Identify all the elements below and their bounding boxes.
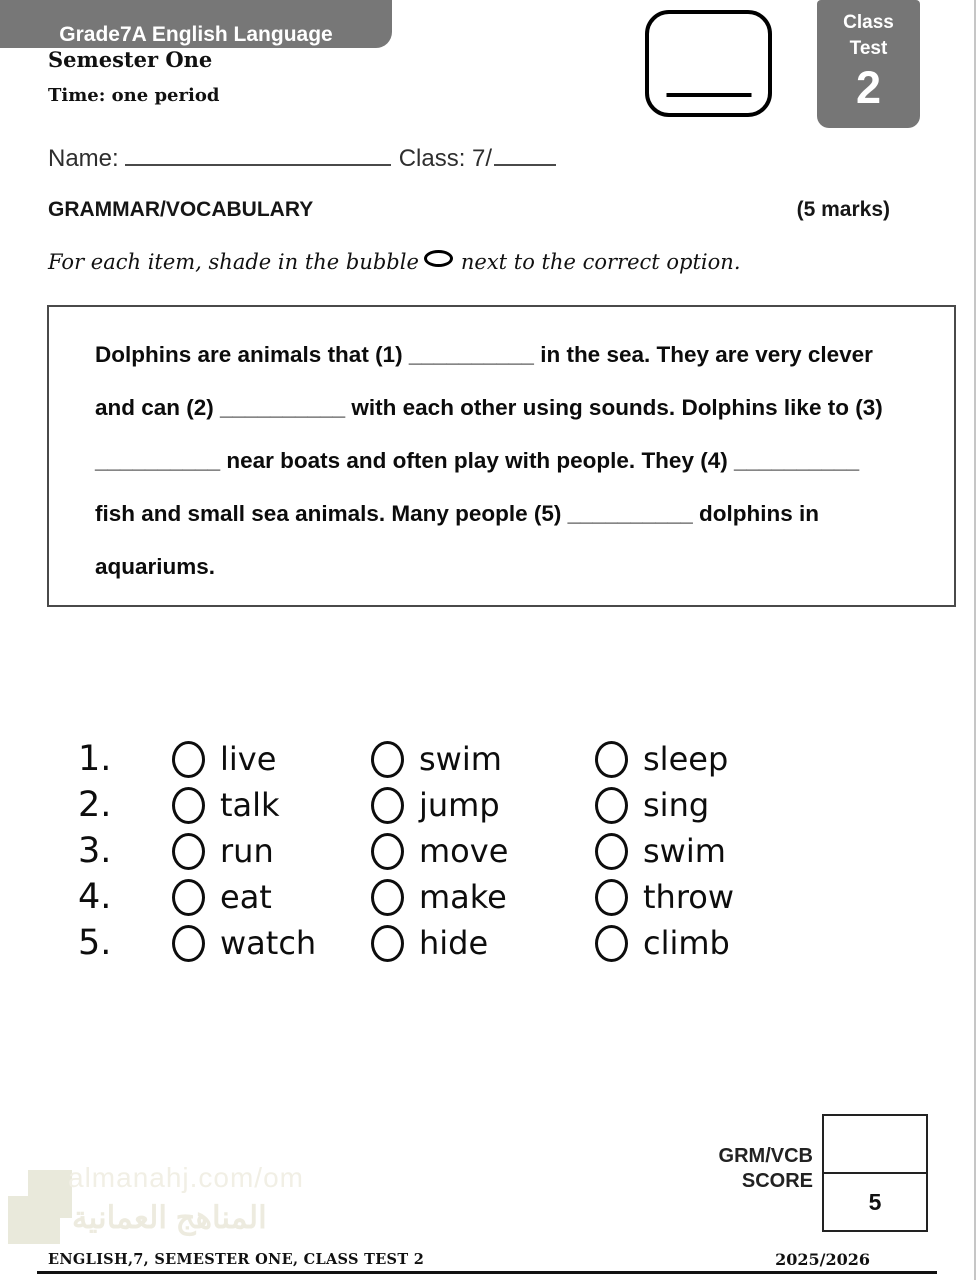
answer-bubble-q1-a[interactable] [172, 741, 205, 778]
score-label-top: GRM/VCB [718, 1145, 813, 1167]
score-cell-earned[interactable] [824, 1116, 926, 1174]
passage-line: aquariums. [95, 554, 216, 579]
answer-bubble-q3-c[interactable] [595, 833, 628, 870]
option-label: swim [419, 740, 502, 778]
passage-line: fish and small sea animals. Many people (5) __________ dolphins in [95, 501, 820, 526]
header-banner [0, 0, 392, 48]
page-edge-line [974, 0, 976, 1280]
answer-bubble-q3-b[interactable] [371, 833, 404, 870]
option-label: jump [419, 786, 500, 824]
section-title: GRAMMAR/VOCABULARY [48, 198, 314, 221]
passage-line: __________ near boats and often play with people. They (4) __________ [95, 448, 860, 473]
options-list [78, 736, 783, 966]
option-label: hide [419, 924, 489, 962]
answer-bubble-q3-a[interactable] [172, 833, 205, 870]
option-label: run [220, 832, 274, 870]
answer-bubble-q4-b[interactable] [371, 879, 404, 916]
question-row-5 [78, 920, 783, 966]
option-label: live [220, 740, 277, 778]
question-number: 4. [78, 877, 112, 917]
class-test-badge [817, 0, 920, 128]
answer-bubble-q1-c[interactable] [595, 741, 628, 778]
watermark-site-text: almanahj.com/om [68, 1162, 304, 1193]
score-label-bottom: SCORE [741, 1170, 813, 1192]
badge-test-number: 2 [855, 62, 882, 113]
passage-line: and can (2) __________ with each other using sounds. Dolphins like to (3) [95, 395, 883, 420]
paper-title: Grade7A English Language [59, 23, 333, 46]
answer-bubble-q2-b[interactable] [371, 787, 404, 824]
option-label: move [419, 832, 509, 870]
question-row-4 [78, 874, 783, 920]
name-input-line[interactable] [125, 142, 391, 166]
passage-box [47, 305, 956, 607]
option-label: climb [643, 924, 730, 962]
answer-bubble-q4-a[interactable] [172, 879, 205, 916]
instruction-line [48, 250, 741, 274]
bubble-example-icon [424, 250, 453, 267]
question-number: 5. [78, 923, 112, 963]
time-label: Time: one period [48, 85, 220, 106]
name-label: Name: [48, 145, 119, 172]
instruction-text-before: For each item, shade in the bubble [48, 250, 419, 274]
badge-class-label: Class [843, 12, 894, 33]
answer-bubble-q2-a[interactable] [172, 787, 205, 824]
semester-label: Semester One [48, 47, 213, 72]
answer-bubble-q1-b[interactable] [371, 741, 404, 778]
option-label: swim [643, 832, 726, 870]
score-box [822, 1114, 928, 1232]
footer-divider [37, 1271, 937, 1274]
instruction-text-after: next to the correct option. [460, 250, 741, 274]
stamp-box [645, 10, 772, 117]
question-number: 1. [78, 739, 112, 779]
option-label: throw [643, 878, 735, 916]
option-label: sing [643, 786, 710, 824]
score-label [613, 1144, 813, 1194]
option-label: make [419, 878, 507, 916]
answer-bubble-q5-c[interactable] [595, 925, 628, 962]
footer-course-info: ENGLISH,7, SEMESTER ONE, CLASS TEST 2 [48, 1251, 425, 1268]
question-row-3 [78, 828, 783, 874]
watermark-block [30, 1218, 60, 1244]
section-header [48, 198, 890, 222]
stamp-box-line [666, 93, 751, 97]
class-input-line[interactable] [494, 142, 556, 166]
watermark-arabic-text: المناهج العمانية [72, 1200, 267, 1235]
option-label: talk [220, 786, 280, 824]
badge-test-label: Test [849, 38, 888, 59]
score-cell-total: 5 [868, 1188, 882, 1215]
passage-line: Dolphins are animals that (1) __________ in the sea. They are very clever [95, 342, 873, 367]
answer-bubble-q4-c[interactable] [595, 879, 628, 916]
question-number: 2. [78, 785, 112, 825]
option-label: eat [220, 878, 272, 916]
footer-year: 2025/2026 [775, 1250, 870, 1269]
answer-bubble-q2-c[interactable] [595, 787, 628, 824]
question-row-1 [78, 736, 783, 782]
answer-bubble-q5-b[interactable] [371, 925, 404, 962]
option-label: watch [220, 924, 317, 962]
option-label: sleep [643, 740, 729, 778]
class-label: Class: 7/ [398, 145, 493, 172]
student-info-row [48, 142, 556, 173]
answer-bubble-q5-a[interactable] [172, 925, 205, 962]
question-row-2 [78, 782, 783, 828]
question-number: 3. [78, 831, 112, 871]
section-marks: (5 marks) [796, 198, 890, 221]
